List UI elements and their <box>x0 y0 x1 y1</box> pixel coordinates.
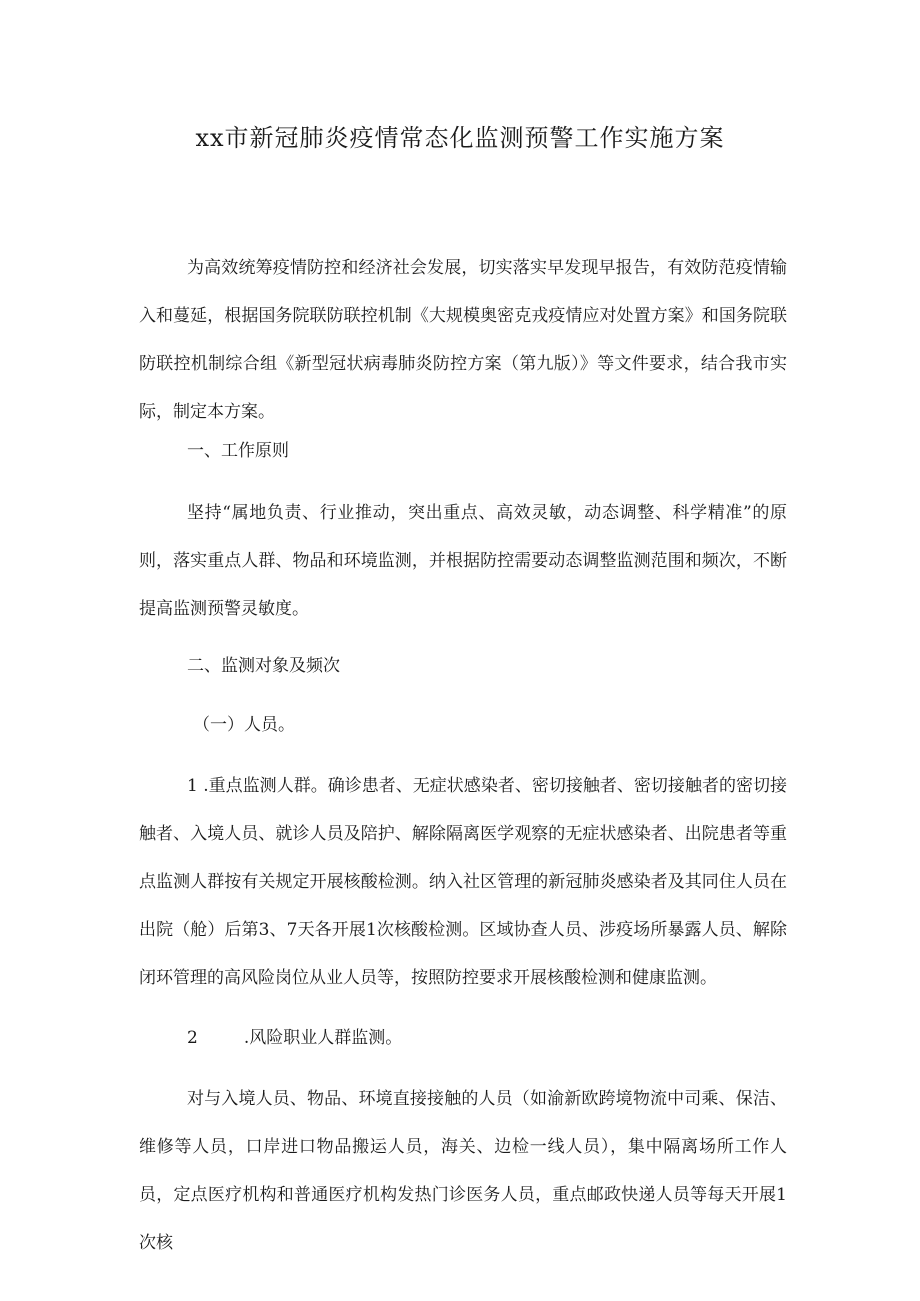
document-title: xx市新冠肺炎疫情常态化监测预警工作实施方案 <box>195 124 725 152</box>
list-item-occupational-heading <box>187 1023 402 1053</box>
list-item-number: 2 <box>187 1028 198 1048</box>
principles-paragraph: 坚持“属地负责、行业推动，突出重点、高效灵敏，动态调整、科学精准”的原则，落实重点人群、物品和环境监测，并根据防控需要动态调整监测范围和频次，不断提高监测预警灵敏度。 <box>139 503 787 619</box>
list-item-title: .风险职业人群监测。 <box>243 1028 403 1048</box>
subsection-heading-personnel: （一）人员。 <box>193 715 295 735</box>
section-heading-monitoring: 二、监测对象及频次 <box>187 656 340 676</box>
section-heading-principles: 一、工作原则 <box>187 441 289 461</box>
occupational-paragraph: 对与入境人员、物品、环境直接接触的人员（如渝新欧跨境物流中司乘、保洁、维修等人员，口岸进口物品搬运人员，海关、边检一线人员），集中隔离场所工作人员，定点医疗机构和普通医疗机构发热门诊医务人员，重点邮政快递人员等每天开展1次核 <box>139 1089 787 1253</box>
list-item-key-groups: 1 .重点监测人群。确诊患者、无症状感染者、密切接触者、密切接触者的密切接触者、入境人员、就诊人员及陪护、解除隔离医学观察的无症状感染者、出院患者等重点监测人群按有关规定开展核酸检测。纳入社区管理的新冠肺炎感染者及其同住人员在出院（舱）后第3、7天各开展1次核酸检测。区域协查人员、涉疫场所暴露人员、解除闭环管理的高风险岗位从业人员等，按照防控要求开展核酸检测和健康监测。 <box>139 776 787 988</box>
intro-paragraph: 为高效统筹疫情防控和经济社会发展，切实落实早发现早报告，有效防范疫情输入和蔓延，根据国务院联防联控机制《大规模奥密克戎疫情应对处置方案》和国务院联防联控机制综合组《新型冠状病毒肺炎防控方案（第九版）》等文件要求，结合我市实际，制定本方案。 <box>139 258 787 422</box>
